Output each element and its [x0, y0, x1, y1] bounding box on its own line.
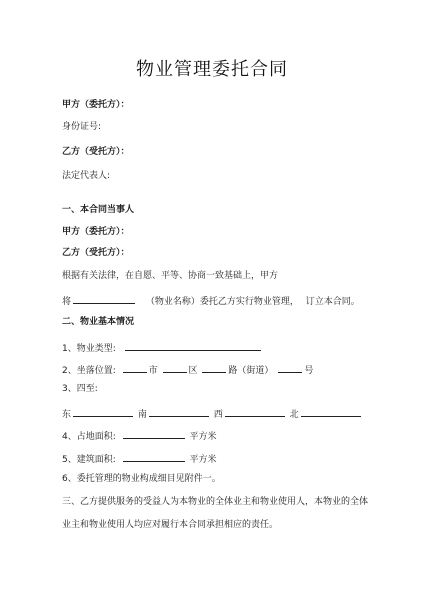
south-label: 南 [137, 410, 147, 420]
boundaries-line [62, 406, 363, 421]
party-a-label: 甲方（委托方）： [62, 100, 130, 110]
property-type-line [62, 340, 263, 355]
para-mid: （物业名称）委托乙方实行物业管理， [145, 297, 299, 307]
boundaries-label: 3、四至: [62, 384, 98, 394]
composition-note: 6、委托管理的物业构成细目见附件一。 [62, 474, 221, 484]
south-blank [149, 406, 209, 417]
building-area-unit: 平方米 [189, 455, 217, 465]
north-label: 北 [289, 410, 299, 420]
section3-line2: 业主和物业使用人均应对履行本合同承担相应的责任。 [62, 520, 279, 530]
property-type-label: 1、物业类型: [62, 344, 116, 354]
road-label: 路（街道） [228, 366, 274, 376]
location-line [62, 362, 313, 377]
id-number-label: 身份证号: [62, 122, 102, 132]
land-area-unit: 平方米 [189, 432, 217, 442]
section1-paragraph-line1: 根据有关法律，在自愿、平等、协商一致基础上，甲方 [62, 271, 279, 281]
land-area-blank [123, 428, 185, 439]
district-label: 区 [188, 366, 198, 376]
document-title: 物业管理委托合同 [136, 59, 288, 80]
section1-party-a: 甲方（委托方）： [62, 227, 130, 237]
section1-paragraph-line2 [62, 293, 360, 308]
building-area-line [62, 451, 217, 466]
number-blank [278, 362, 302, 373]
section3-line1: 三、乙方提供服务的受益人为本物业的全体业主和物业使用人，本物业的全体 [62, 497, 369, 507]
para-prefix: 将 [62, 297, 72, 307]
building-area-label: 5、建筑面积: [62, 455, 116, 465]
land-area-line [62, 428, 217, 443]
city-blank [123, 362, 147, 373]
west-label: 西 [213, 410, 223, 420]
location-label: 2、坐落位置: [62, 366, 116, 376]
district-blank [163, 362, 187, 373]
land-area-label: 4、占地面积: [62, 432, 116, 442]
east-blank [73, 406, 133, 417]
city-label: 市 [148, 366, 158, 376]
property-type-blank [125, 340, 261, 351]
road-blank [202, 362, 226, 373]
legal-rep-label: 法定代表人: [62, 171, 111, 181]
number-label: 号 [304, 366, 314, 376]
section1-heading: 一、本合同当事人 [62, 205, 135, 215]
east-label: 东 [62, 410, 72, 420]
building-area-blank [123, 451, 185, 462]
property-name-blank [73, 293, 135, 304]
para-end: 订立本合同。 [305, 297, 360, 307]
north-blank [301, 406, 361, 417]
party-b-label: 乙方（受托方）： [62, 147, 130, 157]
section2-heading: 二、物业基本情况 [62, 317, 135, 327]
west-blank [225, 406, 285, 417]
section1-party-b: 乙方（受托方）： [62, 248, 130, 258]
